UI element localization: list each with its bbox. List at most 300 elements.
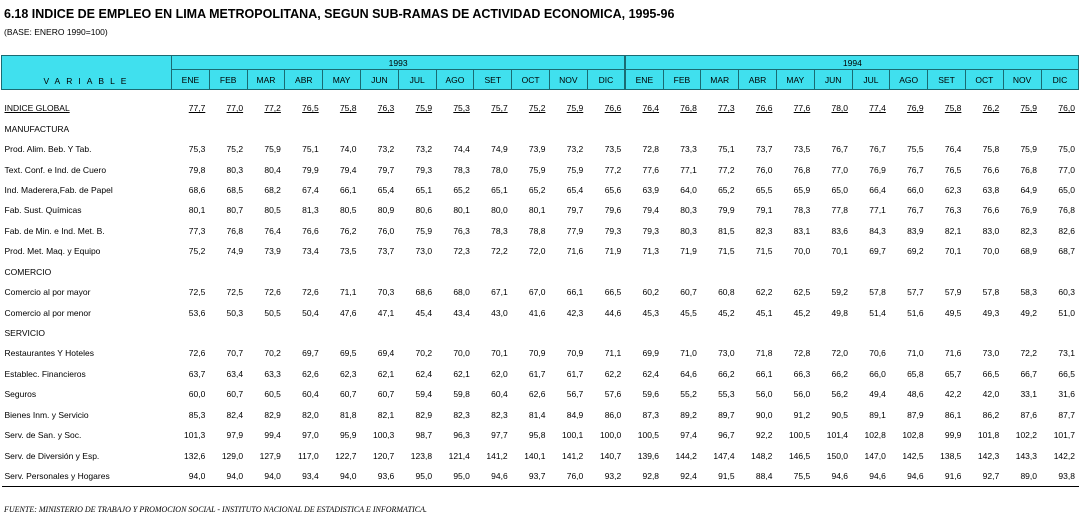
value-cell: 70,6 (869, 348, 886, 359)
value-cell: 65,2 (453, 184, 470, 195)
value-cell: 93,6 (360, 466, 398, 487)
value-cell: 57,6 (604, 389, 622, 400)
value-cell: 62,4 (642, 368, 660, 379)
value-cell: 97,9 (226, 430, 244, 441)
table-row (2, 200, 1079, 220)
value-cell: 60,0 (188, 389, 206, 400)
variable-header: VARIABLE (2, 56, 172, 90)
value-cell: 80,3 (226, 164, 244, 175)
value-cell: 102,2 (1015, 430, 1037, 441)
value-cell: 101,8 (977, 430, 1000, 441)
value-cell: 72,2 (1020, 348, 1037, 359)
value-cell: 73,0 (415, 246, 433, 257)
value-cell: 76,2 (339, 225, 357, 236)
value-cell: 68,2 (264, 184, 281, 195)
value-cell: 67,0 (528, 287, 546, 298)
value-cell: 142,3 (977, 450, 1000, 461)
value-cell: 82,1 (377, 409, 395, 420)
row-label: Seguros (4, 389, 37, 400)
value-cell: 70,2 (264, 348, 281, 359)
value-cell: 79,4 (642, 205, 660, 216)
value-cell: 79,7 (377, 164, 395, 175)
value-cell: 49,5 (944, 307, 962, 318)
value-cell: 65,7 (944, 368, 962, 379)
value-cell: 57,7 (907, 287, 924, 298)
value-cell: 82,1 (944, 225, 962, 236)
value-cell: 65,1 (415, 184, 433, 195)
month-header: MAY (776, 70, 814, 90)
value-cell: 61,7 (566, 368, 584, 379)
value-cell: 71,0 (907, 348, 924, 359)
value-cell: 76,8 (793, 164, 811, 175)
value-cell: 94,6 (474, 466, 512, 487)
value-cell: 69,7 (869, 246, 886, 257)
value-cell: 64,0 (680, 184, 697, 195)
value-cell: 76,3 (944, 205, 962, 216)
table-row (2, 405, 1079, 425)
row-label: Ind. Maderera,Fab. de Papel (4, 184, 113, 195)
value-cell: 62,0 (491, 368, 508, 379)
row-label: INDICE GLOBAL (4, 103, 70, 114)
value-cell: 56,2 (831, 389, 849, 400)
value-cell: 79,9 (718, 205, 735, 216)
value-cell: 50,3 (226, 307, 244, 318)
month-header: ABR (285, 70, 323, 90)
month-header: JUL (852, 70, 890, 90)
value-cell: 96,3 (453, 430, 470, 441)
row-label: Serv. de Diversión y Esp. (4, 450, 100, 461)
value-cell: 60,8 (718, 287, 735, 298)
value-cell: 70,3 (377, 287, 395, 298)
month-header: NOV (1003, 70, 1041, 90)
table-row (2, 180, 1079, 200)
value-cell: 101,4 (826, 430, 849, 441)
value-cell: 66,2 (831, 368, 849, 379)
value-cell: 88,4 (739, 466, 777, 487)
value-cell: 71,0 (680, 348, 697, 359)
value-cell: 77,1 (680, 164, 697, 175)
value-cell: 83,0 (982, 225, 1000, 236)
value-cell: 68,6 (415, 287, 433, 298)
month-header: JUN (814, 70, 852, 90)
value-cell: 66,2 (718, 368, 735, 379)
value-cell: 73,5 (339, 246, 357, 257)
value-cell: 48,6 (907, 389, 924, 400)
value-cell: 66,4 (869, 184, 886, 195)
value-cell: 76,9 (869, 164, 886, 175)
row-label: Establec. Financieros (4, 368, 86, 379)
value-cell: 70,7 (226, 348, 244, 359)
value-cell: 93,8 (1041, 466, 1079, 487)
table-row (2, 364, 1079, 384)
value-cell: 66,5 (982, 368, 1000, 379)
value-cell: 68,7 (1058, 246, 1075, 257)
value-cell: 51,6 (907, 307, 924, 318)
value-cell: 71,6 (566, 246, 584, 257)
value-cell: 75,8 (982, 144, 1000, 155)
value-cell: 65,0 (1058, 184, 1075, 195)
value-cell: 77,0 (226, 103, 244, 114)
value-cell: 63,8 (982, 184, 1000, 195)
value-cell: 80,5 (339, 205, 357, 216)
value-cell: 94,6 (890, 466, 928, 487)
value-cell: 79,4 (339, 164, 357, 175)
value-cell: 78,3 (453, 164, 470, 175)
month-header: ABR (739, 70, 777, 90)
value-cell: 82,9 (415, 409, 433, 420)
value-cell: 96,7 (718, 430, 735, 441)
value-cell: 33,1 (1020, 389, 1037, 400)
row-label: Text. Conf. e Ind. de Cuero (4, 164, 107, 175)
value-cell: 61,7 (528, 368, 546, 379)
value-cell: 70,2 (415, 348, 433, 359)
value-cell: 47,6 (339, 307, 357, 318)
value-cell: 77,8 (831, 205, 849, 216)
value-cell: 72,8 (793, 348, 811, 359)
value-cell: 76,4 (944, 144, 962, 155)
value-cell: 60,4 (302, 389, 319, 400)
value-cell: 82,3 (491, 409, 508, 420)
value-cell: 60,2 (642, 287, 660, 298)
value-cell: 60,4 (491, 389, 508, 400)
value-cell: 120,7 (373, 450, 395, 461)
value-cell: 56,0 (793, 389, 811, 400)
value-cell: 99,9 (944, 430, 962, 441)
value-cell: 55,3 (718, 389, 735, 400)
value-cell: 127,9 (259, 450, 281, 461)
value-cell: 77,1 (869, 205, 886, 216)
value-cell: 77,7 (188, 103, 206, 114)
value-cell: 65,9 (793, 184, 811, 195)
value-cell: 140,1 (524, 450, 546, 461)
value-cell: 91,5 (701, 466, 739, 487)
value-cell: 86,1 (944, 409, 962, 420)
value-cell: 78,3 (793, 205, 811, 216)
value-cell: 144,2 (675, 450, 697, 461)
value-cell: 75,7 (491, 103, 508, 114)
row-label: Fab. Sust. Químicas (4, 205, 82, 216)
value-cell: 45,5 (680, 307, 697, 318)
value-cell: 77,6 (642, 164, 660, 175)
table-row (2, 384, 1079, 404)
value-cell: 100,5 (637, 430, 660, 441)
value-cell: 75,8 (339, 103, 357, 114)
value-cell: 80,1 (188, 205, 206, 216)
value-cell: 75,9 (1020, 103, 1037, 114)
value-cell: 94,0 (247, 466, 285, 487)
value-cell: 70,1 (491, 348, 508, 359)
value-cell: 90,5 (831, 409, 849, 420)
value-cell: 63,7 (188, 368, 206, 379)
value-cell: 94,0 (172, 466, 210, 487)
value-cell: 93,2 (587, 466, 625, 487)
value-cell: 72,8 (642, 144, 660, 155)
value-cell: 97,0 (302, 430, 319, 441)
value-cell: 77,0 (831, 164, 849, 175)
value-cell: 68,9 (1020, 246, 1037, 257)
value-cell: 80,0 (491, 205, 508, 216)
value-cell: 63,3 (264, 368, 281, 379)
value-cell: 76,7 (907, 164, 924, 175)
value-cell: 76,5 (944, 164, 962, 175)
value-cell: 142,5 (902, 450, 924, 461)
value-cell: 76,3 (453, 225, 470, 236)
value-cell: 73,5 (604, 144, 622, 155)
value-cell: 72,3 (453, 246, 470, 257)
year-header-1993: 1993 (172, 56, 626, 70)
value-cell: 58,3 (1020, 287, 1037, 298)
value-cell: 94,0 (323, 466, 361, 487)
value-cell: 122,7 (335, 450, 357, 461)
value-cell: 72,6 (188, 348, 206, 359)
value-cell: 76,6 (604, 103, 622, 114)
value-cell: 76,4 (642, 103, 660, 114)
value-cell: 81,5 (718, 225, 735, 236)
value-cell: 77,2 (264, 103, 281, 114)
value-cell: 92,2 (755, 430, 773, 441)
page-title: 6.18 INDICE DE EMPLEO EN LIMA METROPOLITANA, SEGUN SUB-RAMAS DE ACTIVIDAD ECONOMICA, 1995-96 (4, 7, 675, 21)
value-cell: 87,3 (642, 409, 660, 420)
value-cell: 73,2 (377, 144, 395, 155)
value-cell: 95,9 (339, 430, 357, 441)
value-cell: 80,3 (680, 225, 697, 236)
table-row (2, 343, 1079, 363)
spacer-row (2, 90, 1079, 99)
value-cell: 91,2 (793, 409, 811, 420)
value-cell: 80,4 (264, 164, 281, 175)
value-cell: 91,6 (928, 466, 966, 487)
value-cell: 75,9 (566, 164, 584, 175)
value-cell: 51,4 (869, 307, 886, 318)
value-cell: 73,0 (718, 348, 735, 359)
table-row (2, 466, 1079, 487)
value-cell: 73,7 (755, 144, 773, 155)
value-cell: 69,4 (377, 348, 395, 359)
value-cell: 76,8 (680, 103, 697, 114)
value-cell: 70,9 (528, 348, 546, 359)
value-cell: 80,5 (264, 205, 281, 216)
value-cell: 62,3 (339, 368, 357, 379)
month-header: AGO (436, 70, 474, 90)
value-cell: 62,6 (528, 389, 546, 400)
value-cell: 75,9 (528, 164, 546, 175)
month-header: NOV (549, 70, 587, 90)
value-cell: 49,2 (1020, 307, 1037, 318)
month-header: MAY (323, 70, 361, 90)
value-cell: 71,9 (680, 246, 697, 257)
value-cell: 76,6 (755, 103, 773, 114)
value-cell: 76,7 (831, 144, 849, 155)
value-cell: 63,4 (226, 368, 244, 379)
month-header: SET (474, 70, 512, 90)
value-cell: 123,8 (410, 450, 433, 461)
value-cell: 66,3 (793, 368, 811, 379)
value-cell: 71,1 (339, 287, 357, 298)
row-label: MANUFACTURA (4, 123, 70, 134)
value-cell: 69,9 (642, 348, 660, 359)
table-row (2, 221, 1079, 241)
value-cell: 59,6 (642, 389, 660, 400)
value-cell: 98,7 (415, 430, 433, 441)
value-cell: 56,0 (755, 389, 773, 400)
value-cell: 73,9 (528, 144, 546, 155)
value-cell: 95,0 (436, 466, 474, 487)
value-cell: 89,1 (869, 409, 886, 420)
value-cell: 63,9 (642, 184, 660, 195)
row-label: Bienes Inm. y Servicio (4, 409, 89, 420)
row-label: Serv. Personales y Hogares (2, 466, 172, 487)
value-cell: 81,3 (302, 205, 319, 216)
table-row (2, 159, 1079, 179)
value-cell: 78,8 (528, 225, 546, 236)
value-cell: 75,1 (718, 144, 735, 155)
value-cell: 50,5 (264, 307, 281, 318)
value-cell: 75,9 (415, 103, 433, 114)
value-cell: 73,4 (302, 246, 319, 257)
value-cell: 94,6 (814, 466, 852, 487)
value-cell: 76,3 (377, 103, 395, 114)
value-cell: 141,2 (486, 450, 508, 461)
value-cell: 101,7 (1053, 430, 1075, 441)
value-cell: 90,0 (755, 409, 773, 420)
value-cell: 99,4 (264, 430, 281, 441)
value-cell: 42,3 (566, 307, 584, 318)
value-cell: 59,4 (415, 389, 433, 400)
value-cell: 56,7 (566, 389, 584, 400)
value-cell: 141,2 (561, 450, 584, 461)
month-header: ENE (172, 70, 210, 90)
value-cell: 138,5 (940, 450, 962, 461)
value-cell: 76,4 (264, 225, 281, 236)
value-cell: 60,7 (226, 389, 244, 400)
value-cell: 75,9 (566, 103, 584, 114)
value-cell: 73,0 (982, 348, 1000, 359)
value-cell: 69,7 (302, 348, 319, 359)
value-cell: 70,0 (453, 348, 470, 359)
value-cell: 83,6 (831, 225, 849, 236)
month-header: OCT (965, 70, 1003, 90)
value-cell: 89,2 (680, 409, 697, 420)
value-cell: 87,9 (907, 409, 924, 420)
month-header: AGO (890, 70, 928, 90)
row-label: SERVICIO (4, 328, 45, 339)
value-cell: 81,4 (528, 409, 546, 420)
value-cell: 79,8 (188, 164, 206, 175)
value-cell: 77,3 (188, 225, 206, 236)
value-cell: 31,6 (1058, 389, 1075, 400)
value-cell: 95,0 (398, 466, 436, 487)
value-cell: 80,3 (680, 205, 697, 216)
value-cell: 62,2 (755, 287, 773, 298)
section-row (2, 262, 1079, 282)
value-cell: 71,3 (642, 246, 660, 257)
value-cell: 117,0 (298, 450, 319, 461)
value-cell: 45,2 (718, 307, 735, 318)
value-cell: 43,0 (491, 307, 508, 318)
value-cell: 102,8 (902, 430, 924, 441)
value-cell: 77,4 (869, 103, 886, 114)
value-cell: 64,6 (680, 368, 697, 379)
row-label: Prod. Met. Maq. y Equipo (4, 246, 101, 257)
value-cell: 68,0 (453, 287, 470, 298)
value-cell: 72,0 (528, 246, 546, 257)
value-cell: 80,7 (226, 205, 244, 216)
value-cell: 71,5 (755, 246, 773, 257)
value-cell: 79,6 (604, 205, 622, 216)
value-cell: 83,9 (907, 225, 924, 236)
value-cell: 147,4 (713, 450, 735, 461)
value-cell: 73,9 (264, 246, 281, 257)
value-cell: 71,5 (718, 246, 735, 257)
value-cell: 89,0 (1003, 466, 1041, 487)
value-cell: 82,3 (453, 409, 470, 420)
month-header: FEB (209, 70, 247, 90)
value-cell: 62,2 (604, 368, 622, 379)
value-cell: 78,0 (491, 164, 508, 175)
value-cell: 78,3 (491, 225, 508, 236)
value-cell: 76,7 (907, 205, 924, 216)
value-cell: 67,1 (491, 287, 508, 298)
section-row (2, 118, 1079, 138)
value-cell: 79,3 (604, 225, 622, 236)
source-footer: FUENTE: MINISTERIO DE TRABAJO Y PROMOCION SOCIAL - INSTITUTO NACIONAL DE ESTADISTICA E INFORMATICA. (4, 505, 427, 514)
value-cell: 65,0 (831, 184, 849, 195)
value-cell: 66,5 (604, 287, 622, 298)
value-cell: 72,0 (831, 348, 849, 359)
value-cell: 94,0 (209, 466, 247, 487)
month-header: FEB (663, 70, 701, 90)
value-cell: 148,2 (751, 450, 773, 461)
value-cell: 76,8 (226, 225, 244, 236)
value-cell: 87,7 (1058, 409, 1075, 420)
value-cell: 75,9 (415, 225, 433, 236)
value-cell: 69,5 (339, 348, 357, 359)
value-cell: 75,5 (907, 144, 924, 155)
value-cell: 76,0 (1058, 103, 1075, 114)
value-cell: 70,0 (793, 246, 811, 257)
value-cell: 73,2 (415, 144, 433, 155)
value-cell: 62,5 (793, 287, 811, 298)
value-cell: 65,8 (907, 368, 924, 379)
value-cell: 59,2 (831, 287, 849, 298)
value-cell: 78,0 (831, 103, 849, 114)
value-cell: 82,0 (302, 409, 319, 420)
value-cell: 73,1 (1058, 348, 1075, 359)
month-header: ENE (625, 70, 663, 90)
value-cell: 70,9 (566, 348, 584, 359)
value-cell: 60,7 (377, 389, 395, 400)
value-cell: 121,4 (448, 450, 470, 461)
value-cell: 44,6 (604, 307, 622, 318)
value-cell: 79,3 (415, 164, 433, 175)
value-cell: 66,1 (566, 287, 584, 298)
value-cell: 94,6 (852, 466, 890, 487)
month-header: MAR (701, 70, 739, 90)
value-cell: 82,4 (226, 409, 244, 420)
value-cell: 132,6 (184, 450, 206, 461)
value-cell: 75,1 (302, 144, 319, 155)
value-cell: 140,7 (599, 450, 622, 461)
value-cell: 64,9 (1020, 184, 1037, 195)
value-cell: 66,1 (755, 368, 773, 379)
value-cell: 45,1 (755, 307, 773, 318)
value-cell: 65,1 (491, 184, 508, 195)
row-label: Restaurantes Y Hoteles (4, 348, 94, 359)
value-cell: 74,9 (491, 144, 508, 155)
value-cell: 45,4 (415, 307, 433, 318)
value-cell: 57,9 (944, 287, 962, 298)
value-cell: 75,2 (188, 246, 206, 257)
